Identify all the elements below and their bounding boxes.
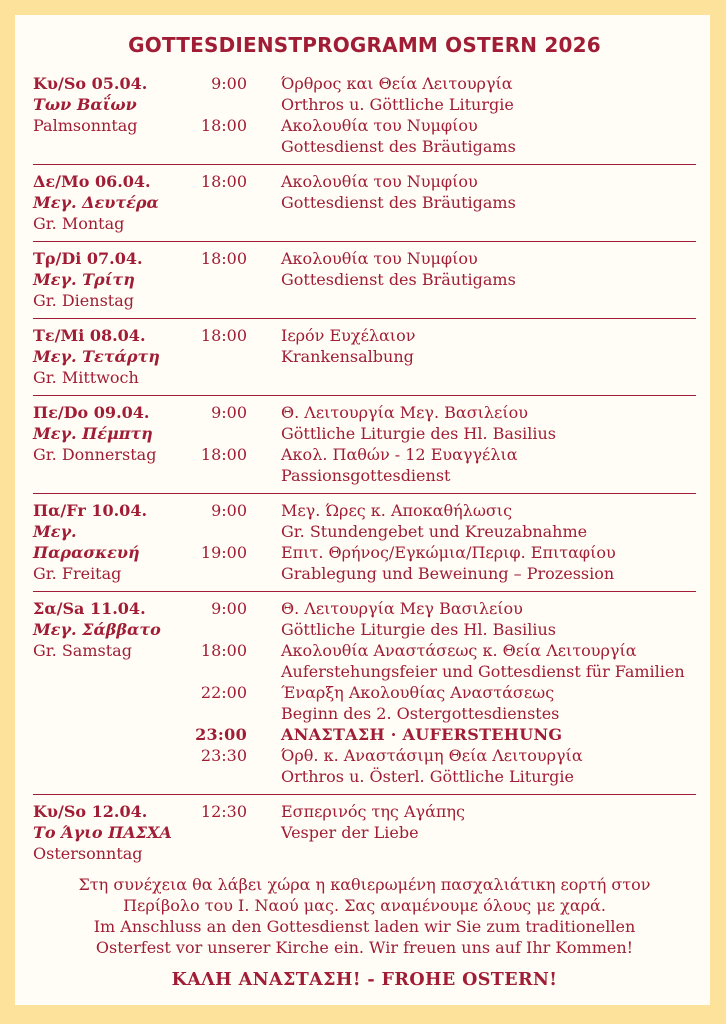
weekday-label: Gr. Mittwoch	[33, 368, 139, 387]
service-greek: Μεγ. Ώρες κ. Αποκαθήλωσις	[281, 501, 513, 520]
weekday-label: Gr. Freitag	[33, 564, 122, 583]
service-entry	[185, 115, 696, 157]
service-german: Göttliche Liturgie des Hl. Basilius	[281, 424, 556, 443]
date-block	[33, 325, 185, 388]
date-block	[33, 598, 185, 787]
entries-block	[185, 801, 696, 864]
service-entry	[185, 682, 696, 724]
service-greek: Εσπερινός της Αγάπης	[281, 802, 465, 821]
service-lines	[281, 542, 696, 584]
service-greek: Όρθ. κ. Αναστάσιμη Θεία Λειτουργία	[281, 746, 583, 765]
date-label: Σα/Sa 11.04.	[33, 599, 146, 618]
service-entry	[185, 444, 696, 486]
schedule-section-donnerstag	[33, 396, 696, 494]
feast-label: Το Άγιο ΠΑΣΧΑ	[33, 823, 172, 842]
service-greek: Ακολουθία του Νυμφίου	[281, 116, 478, 135]
flyer-panel	[15, 15, 710, 1005]
service-entry	[185, 542, 696, 584]
service-entry-anastasi	[185, 724, 696, 745]
service-german: Passionsgottesdienst	[281, 466, 451, 485]
schedule-section-ostersonntag	[33, 795, 696, 871]
footer-note	[33, 874, 696, 958]
date-label: Πα/Fr 10.04.	[33, 501, 148, 520]
date-block	[33, 500, 185, 584]
service-german: Orthros u. Österl. Göttliche Liturgie	[281, 767, 574, 786]
service-entry	[185, 500, 696, 542]
service-time: 12:30	[200, 802, 247, 821]
feast-label: Μεγ. Δευτέρα	[33, 193, 159, 212]
entries-block	[185, 325, 696, 388]
service-german: Gottesdienst des Bräutigams	[281, 137, 516, 156]
service-lines	[281, 724, 696, 745]
schedule-section-mittwoch	[33, 319, 696, 396]
service-greek: Όρθρος και Θεία Λειτουργία	[281, 74, 513, 93]
service-lines	[281, 682, 696, 724]
service-lines	[281, 598, 696, 640]
service-lines	[281, 171, 696, 213]
service-german: Krankensalbung	[281, 347, 414, 366]
service-entry	[185, 73, 696, 115]
weekday-label: Gr. Donnerstag	[33, 445, 157, 464]
service-entry	[185, 248, 696, 290]
service-greek: Ακολουθία Αναστάσεως κ. Θεία Λειτουργία	[281, 641, 637, 660]
service-time: 18:00	[200, 445, 247, 464]
page-title: GOTTESDIENSTPROGRAMM OSTERN 2026	[128, 33, 601, 57]
service-schedule	[33, 67, 696, 871]
service-lines	[281, 500, 696, 542]
service-time: 9:00	[211, 599, 247, 618]
service-time: 9:00	[211, 403, 247, 422]
service-time: 18:00	[200, 249, 247, 268]
date-label: Πε/Do 09.04.	[33, 403, 150, 422]
service-lines	[281, 801, 696, 843]
date-label: Κυ/So 12.04.	[33, 802, 148, 821]
schedule-section-palmsonntag	[33, 67, 696, 165]
service-entry	[185, 325, 696, 367]
service-entry	[185, 598, 696, 640]
weekday-label: Palmsonntag	[33, 116, 138, 135]
service-greek: Ακολουθία του Νυμφίου	[281, 249, 478, 268]
service-german: Gottesdienst des Bräutigams	[281, 270, 516, 289]
service-lines	[281, 402, 696, 444]
service-greek: Ακολ. Παθών - 12 Ευαγγέλια	[281, 445, 518, 464]
service-entry	[185, 745, 696, 787]
service-german: Auferstehungsfeier und Gottesdienst für Familien	[281, 662, 685, 681]
service-time: 23:00	[195, 725, 247, 744]
service-lines	[281, 248, 696, 290]
footer-line-greek-1: Στη συνέχεια θα λάβει χώρα η καθιερωμένη πασχαλιάτικη εορτή στον	[78, 875, 651, 894]
footer-line-german-1: Im Anschluss an den Gottesdienst laden wir Sie zum traditionellen	[93, 917, 636, 936]
weekday-label: Gr. Samstag	[33, 641, 132, 660]
service-german: Beginn des 2. Ostergottesdienstes	[281, 704, 560, 723]
schedule-section-freitag	[33, 494, 696, 592]
entries-block	[185, 248, 696, 311]
date-block	[33, 801, 185, 864]
weekday-label: Gr. Dienstag	[33, 291, 134, 310]
feast-label: Των Βαΐων	[33, 95, 137, 114]
service-german: Göttliche Liturgie des Hl. Basilius	[281, 620, 556, 639]
service-german: Grablegung und Beweinung – Prozession	[281, 564, 615, 583]
service-greek: Θ. Λειτουργία Μεγ Βασιλείου	[281, 599, 523, 618]
closing-greeting: ΚΑΛΗ ΑΝΑΣΤΑΣΗ! - FROHE OSTERN!	[171, 970, 558, 990]
service-time: 22:00	[200, 683, 247, 702]
service-entry	[185, 402, 696, 444]
date-block	[33, 248, 185, 311]
service-greek: Ιερόν Ευχέλαιον	[281, 326, 416, 345]
service-german: Vesper der Liebe	[281, 823, 419, 842]
entries-block	[185, 598, 696, 787]
service-time: 9:00	[211, 74, 247, 93]
entries-block	[185, 171, 696, 234]
date-block	[33, 171, 185, 234]
service-german: Gottesdienst des Bräutigams	[281, 193, 516, 212]
date-block	[33, 73, 185, 157]
service-greek: Έναρξη Ακολουθίας Αναστάσεως	[281, 683, 555, 702]
date-label: Κυ/So 05.04.	[33, 74, 148, 93]
date-label: Τρ/Di 07.04.	[33, 249, 143, 268]
feast-label: Μεγ. Τρίτη	[33, 270, 135, 289]
feast-label: Μεγ. Τετάρτη	[33, 347, 160, 366]
footer-line-greek-2: Περίβολο του Ι. Ναού μας. Σας αναμένουμε όλους με χαρά.	[123, 896, 606, 915]
footer-line-german-2: Osterfest vor unserer Kirche ein. Wir freuen uns auf Ihr Kommen!	[95, 938, 634, 957]
service-greek: Επιτ. Θρήνος/Εγκώμια/Περιφ. Επιταφίου	[281, 543, 616, 562]
feast-label: Μεγ. Σάββατο	[33, 620, 161, 639]
service-greek: Θ. Λειτουργία Μεγ. Βασιλείου	[281, 403, 528, 422]
service-entry	[185, 171, 696, 213]
entries-block	[185, 402, 696, 486]
service-time: 9:00	[211, 501, 247, 520]
entries-block	[185, 73, 696, 157]
service-time: 18:00	[200, 326, 247, 345]
service-german: Gr. Stundengebet und Kreuzabnahme	[281, 522, 588, 541]
service-greek: Ακολουθία του Νυμφίου	[281, 172, 478, 191]
feast-label: Μεγ. Παρασκευή	[33, 522, 140, 562]
service-lines	[281, 325, 696, 367]
service-time: 18:00	[200, 172, 247, 191]
service-time: 18:00	[200, 641, 247, 660]
service-time: 19:00	[200, 543, 247, 562]
service-german: Orthros u. Göttliche Liturgie	[281, 95, 514, 114]
schedule-section-samstag	[33, 592, 696, 795]
feast-label: Μεγ. Πέμπτη	[33, 424, 153, 443]
service-lines	[281, 745, 696, 787]
schedule-section-montag	[33, 165, 696, 242]
service-time: 18:00	[200, 116, 247, 135]
date-label: Δε/Mo 06.04.	[33, 172, 151, 191]
service-time: 23:30	[200, 746, 247, 765]
service-lines	[281, 444, 696, 486]
service-entry	[185, 801, 696, 843]
service-lines	[281, 640, 696, 682]
weekday-label: Gr. Montag	[33, 214, 125, 233]
service-lines	[281, 115, 696, 157]
service-greek: ΑΝΑΣΤΑΣΗ · AUFERSTEHUNG	[281, 725, 563, 744]
schedule-section-dienstag	[33, 242, 696, 319]
date-label: Τε/Mi 08.04.	[33, 326, 146, 345]
weekday-label: Ostersonntag	[33, 844, 143, 863]
date-block	[33, 402, 185, 486]
entries-block	[185, 500, 696, 584]
service-lines	[281, 73, 696, 115]
service-entry	[185, 640, 696, 682]
